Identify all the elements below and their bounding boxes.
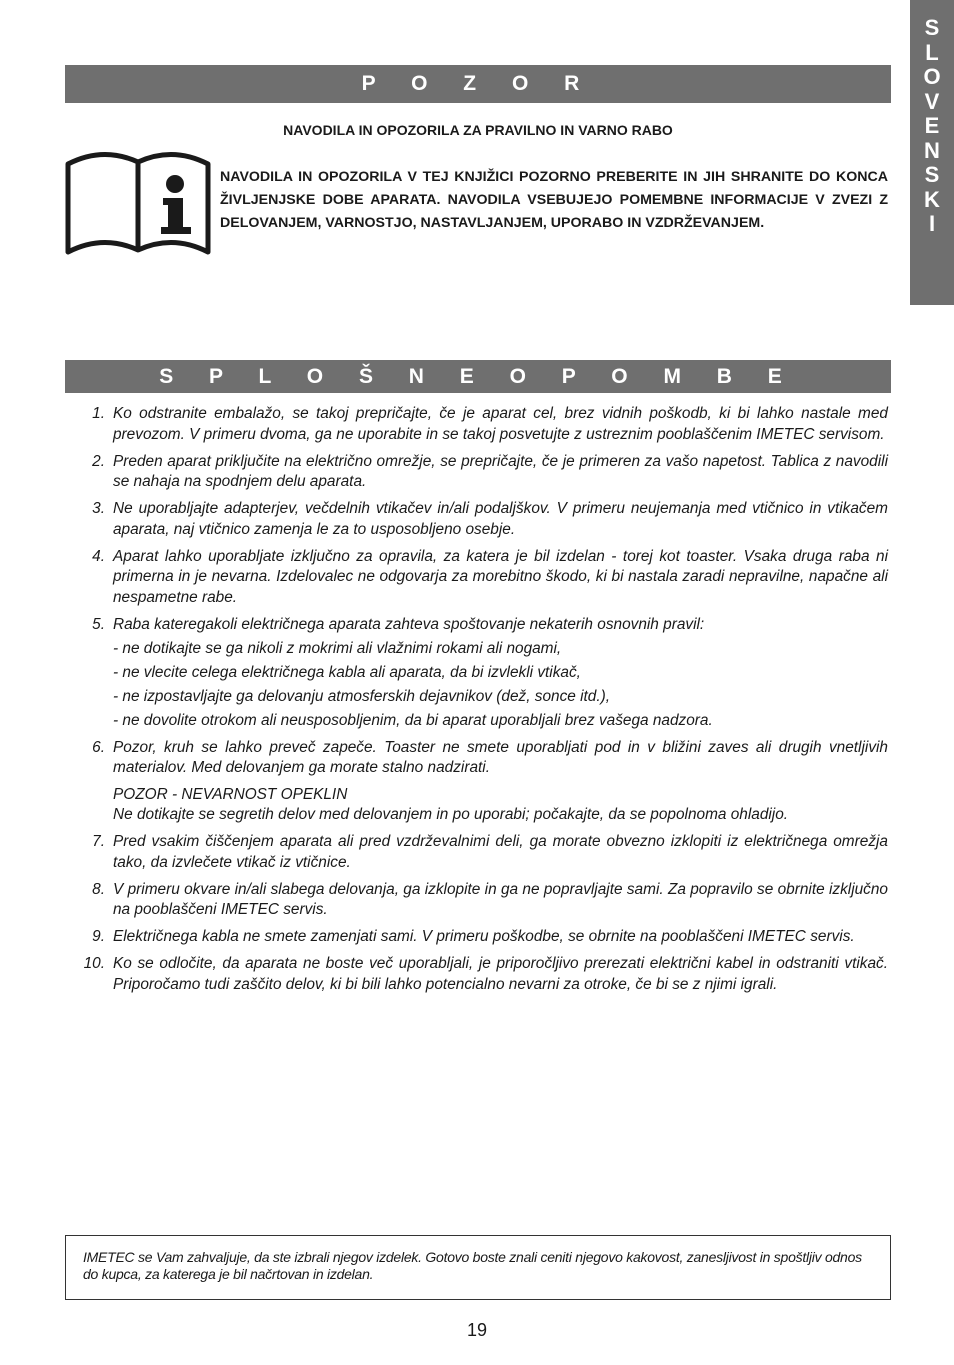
item-number: 1. xyxy=(92,405,105,422)
item-number: 5. xyxy=(92,615,105,633)
general-notes-list xyxy=(80,404,888,1002)
side-tab-letter: E xyxy=(924,113,940,138)
item-number: 8. xyxy=(92,880,105,898)
side-tab-letter: N xyxy=(924,137,940,163)
item-number: 3. xyxy=(92,500,105,517)
item-text: Ko se odločite, da aparata ne boste več uporabljali, je priporočljivo prerezati električni kabel in odstraniti vtikač. Priporočamo tudi zaščito delov, ki bi bili lahko potencialno nevarni za otroke, če bi se z njimi igrali. xyxy=(113,955,888,993)
sub-item-text: - ne izpostavljajte ga delovanju atmosferskih dejavnikov (dež, sonce itd.), xyxy=(113,687,611,705)
list-item xyxy=(80,954,888,995)
item-text: Raba kateregakoli električnega aparata zahteva spoštovanje nekaterih osnovnih pravil: xyxy=(113,615,705,633)
list-item xyxy=(80,615,888,732)
side-tab-letter: S xyxy=(924,15,940,40)
info-book-icon xyxy=(65,150,211,256)
side-tab-letter: O xyxy=(923,64,941,89)
splosne-opombe-heading: S P L O Š N E O P O M B E xyxy=(65,360,891,393)
page-number: 19 xyxy=(466,1320,488,1340)
item-number: 2. xyxy=(92,452,105,470)
item-text: Ko odstranite embalažo, se takoj prepričajte, če je aparat cel, brez vidnih poškodb, ki bi lahko nastale med prevozom. V primeru dvoma, ga ne uporabite in se takoj posvetujte z ustreznim pooblaščenim IMETEC servisom. xyxy=(113,405,888,443)
sub-item-text: - ne dotikajte se ga nikoli z mokrimi ali vlažnimi rokami ali nogami, xyxy=(113,639,562,657)
list-item xyxy=(80,499,888,540)
sub-item-text: - ne vlecite celega električnega kabla ali aparata, da bi izvlekli vtikač, xyxy=(113,663,581,681)
item-text: Ne uporabljajte adapterjev, večdelnih vtikačev in/ali podaljškov. V primeru neujemanja med vtičnico in vtikačem aparata, naj vtičnico zamenja le za to usposobljeno osebje. xyxy=(113,500,888,538)
pozor-warning-text: NAVODILA IN OPOZORILA V TEJ KNJIŽICI POZORNO PREBERITE IN JIH SHRANITE DO KONCA ŽIVLJENJSKE DOBE APARATA. NAVODILA VSEBUJEJO POMEMBNE INFORMACIJE V ZVEZI Z DELOVANJEM, VARNOSTJO, NASTAVLJANJEM, UPORABO IN VZDRŽEVANJEM. xyxy=(220,169,888,231)
pozor-heading: P O Z O R xyxy=(65,65,891,103)
sub-item-text: - ne dovolite otrokom ali neusposobljenim, da bi aparat uporabljali brez vašega nadzora. xyxy=(113,711,713,729)
list-item xyxy=(80,547,888,609)
language-side-tab xyxy=(910,0,954,305)
item-text: Aparat lahko uporabljate izključno za opravila, za katera je bil izdelan - torej kot toaster. Vsaka druga raba ni primerna in je nevarna. Izdelovalec ne odgovarja za morebitno škodo, ki bi nastala zaradi nepravilne, napačne ali nespametne rabe. xyxy=(113,547,888,606)
side-tab-letter: S xyxy=(924,162,940,187)
list-item xyxy=(80,738,888,826)
pozor-subtitle: NAVODILA IN OPOZORILA ZA PRAVILNO IN VARNO RABO xyxy=(283,122,673,138)
burn-warning-title: POZOR - NEVARNOST OPEKLIN xyxy=(113,785,348,803)
item-number: 9. xyxy=(92,928,105,945)
item-number: 10. xyxy=(83,955,105,972)
item-text: Električnega kabla ne smete zamenjati sami. V primeru poškodbe, se obrnite na pooblaščeni IMETEC servis. xyxy=(113,928,855,945)
burn-warning-text: Ne dotikajte se segretih delov med delovanjem in po uporabi; počakajte, da se popolnoma ohladijo. xyxy=(113,806,789,823)
list-item xyxy=(80,452,888,493)
side-tab-letter: K xyxy=(924,186,940,212)
side-tab-letter: V xyxy=(924,88,940,114)
list-item xyxy=(80,404,888,445)
item-number: 7. xyxy=(92,833,105,850)
item-text: Pred vsakim čiščenjem aparata ali pred vzdrževalnimi deli, ga morate obvezno izklopiti iz električnega omrežja tako, da izvlečete vtikač iz vtičnice. xyxy=(113,833,888,871)
item-text: Pozor, kruh se lahko preveč zapeče. Toaster ne smete uporabljati pod in v bližini zaves ali drugih vnetljivih materialov. Med delovanjem ga morate stalno nadzirati. xyxy=(113,738,888,776)
item-text: Preden aparat priključite na električno omrežje, se prepričajte, če je primeren za vašo napetost. Tablica z navodili se nahaja na spodnjem delu aparata. xyxy=(113,452,888,490)
item-text: V primeru okvare in/ali slabega delovanja, ga izklopite in ga ne popravljajte sami. Za popravilo se obrnite izključno na pooblaščeni IMETEC servis. xyxy=(113,880,888,918)
side-tab-letter: I xyxy=(928,211,936,236)
side-tab-letter: L xyxy=(925,39,939,65)
list-item xyxy=(80,832,888,873)
thank-you-note: IMETEC se Vam zahvaljuje, da ste izbrali njegov izdelek. Gotovo boste znali ceniti njegovo kakovost, zanesljivost in spoštljiv odnos do kupca, za katerega je bil načrtovan in izdelan. xyxy=(65,1235,891,1300)
item-number: 4. xyxy=(92,547,105,565)
item-number: 6. xyxy=(92,738,105,756)
list-item xyxy=(80,880,888,921)
list-item xyxy=(80,927,888,948)
